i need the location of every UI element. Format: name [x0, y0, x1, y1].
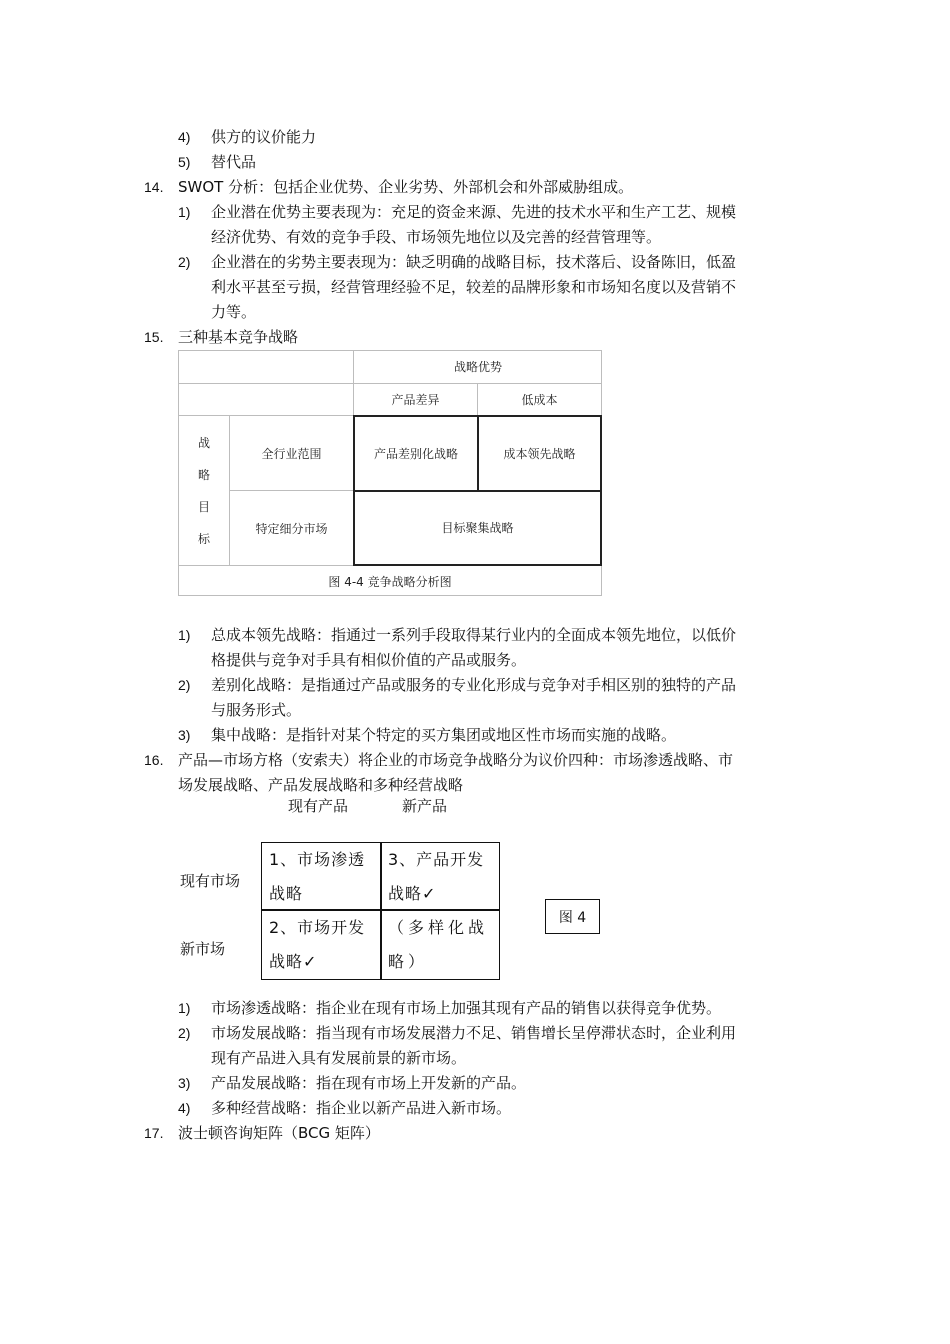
row-industry-wide: 全行业范围	[261, 446, 322, 461]
row-group-char: 标	[197, 531, 210, 546]
section-number: 17.	[144, 1125, 164, 1141]
section-heading: 产品—市场方格（安索夫）将企业的市场竞争战略分为议价四种：市场渗透战略、市	[178, 751, 734, 769]
list-item-text: 格提供与竞争对手具有相似价值的产品或服务。	[211, 651, 527, 669]
list-number: 3)	[178, 727, 191, 743]
list-item-text: 多种经营战略：指企业以新产品进入新市场。	[211, 1099, 512, 1117]
section-number: 16.	[144, 752, 164, 768]
list-item-text: 企业潜在的劣势主要表现为：缺乏明确的战略目标，技术落后、设备陈旧，低盈	[211, 253, 737, 271]
section-heading: 波士顿咨询矩阵（BCG 矩阵）	[178, 1124, 380, 1142]
list-number: 5)	[178, 154, 191, 170]
list-item-text: 差别化战略：是指通过产品或服务的专业化形成与竞争对手相区别的独特的产品	[211, 676, 737, 694]
list-number: 2)	[178, 1025, 191, 1041]
row-new-market: 新市场	[180, 940, 226, 958]
row-group-char: 目	[197, 499, 210, 514]
cell-focus-strategy: 目标聚集战略	[441, 521, 514, 535]
list-item-text: 供方的议价能力	[211, 128, 317, 146]
list-number: 4)	[178, 1100, 191, 1116]
list-item-text: 市场发展战略：指当现有市场发展潜力不足、销售增长呈停滞状态时，企业利用	[211, 1024, 737, 1042]
cell-diversification: （多样化战 略）	[388, 918, 489, 971]
column-product-differentiation: 产品差异	[391, 393, 440, 407]
list-item-text: 产品发展战略：指在现有市场上开发新的产品。	[211, 1074, 527, 1092]
list-number: 1)	[178, 627, 191, 643]
list-item-text: 现有产品进入具有发展前景的新市场。	[211, 1049, 467, 1067]
list-item-text: 经济优势、有效的竞争手段、市场领先地位以及完善的经营管理等。	[211, 228, 662, 246]
list-number: 3)	[178, 1075, 191, 1091]
column-new-product: 新产品	[402, 797, 448, 815]
list-item-text: 总成本领先战略：指通过一系列手段取得某行业内的全面成本领先地位，以低价	[211, 626, 737, 644]
row-segment-market: 特定细分市场	[255, 521, 328, 536]
cell-differentiation-strategy: 产品差别化战略	[373, 446, 458, 461]
row-group-char: 略	[197, 467, 210, 482]
cell-cost-leadership-strategy: 成本领先战略	[503, 446, 576, 461]
section-heading: 三种基本竞争战略	[178, 328, 299, 346]
list-item-text: 利水平甚至亏损，经营管理经验不足，较差的品牌形象和市场知名度以及营销不	[211, 278, 737, 296]
header-strategic-advantage: 战略优势	[453, 360, 502, 374]
list-number: 4)	[178, 129, 191, 145]
cell-product-development: 3、产品开发 战略✓	[388, 850, 485, 903]
row-existing-market: 现有市场	[180, 872, 241, 890]
section-number: 15.	[144, 329, 164, 345]
list-item-text: 企业潜在优势主要表现为：充足的资金来源、先进的技术水平和生产工艺、规模	[211, 203, 737, 221]
competitive-strategy-figure	[178, 350, 602, 596]
list-item-text: 市场渗透战略：指企业在现有市场上加强其现有产品的销售以获得竞争优势。	[211, 999, 722, 1017]
list-item-text: 与服务形式。	[211, 701, 302, 719]
section-heading: SWOT 分析：包括企业优势、企业劣势、外部机会和外部威胁组成。	[178, 178, 634, 196]
list-item-text: 替代品	[211, 153, 257, 171]
row-group-char: 战	[197, 435, 210, 450]
column-low-cost: 低成本	[521, 393, 558, 407]
list-item-text: 集中战略：是指针对某个特定的买方集团或地区性市场而实施的战略。	[211, 726, 677, 744]
section-heading: 场发展战略、产品发展战略和多种经营战略	[178, 776, 464, 794]
ansoff-matrix-figure	[170, 795, 630, 990]
cell-market-development: 2、市场开发 战略✓	[269, 918, 366, 971]
figure-caption: 图 4-4 竞争战略分析图	[328, 574, 452, 589]
column-existing-product: 现有产品	[288, 797, 349, 815]
section-number: 14.	[144, 179, 164, 195]
list-item-text: 力等。	[211, 303, 257, 321]
list-number: 1)	[178, 204, 191, 220]
list-number: 1)	[178, 1000, 191, 1016]
cell-market-penetration: 1、市场渗透 战略	[269, 850, 366, 903]
list-number: 2)	[178, 254, 191, 270]
figure-label: 图 4	[545, 899, 600, 934]
list-number: 2)	[178, 677, 191, 693]
